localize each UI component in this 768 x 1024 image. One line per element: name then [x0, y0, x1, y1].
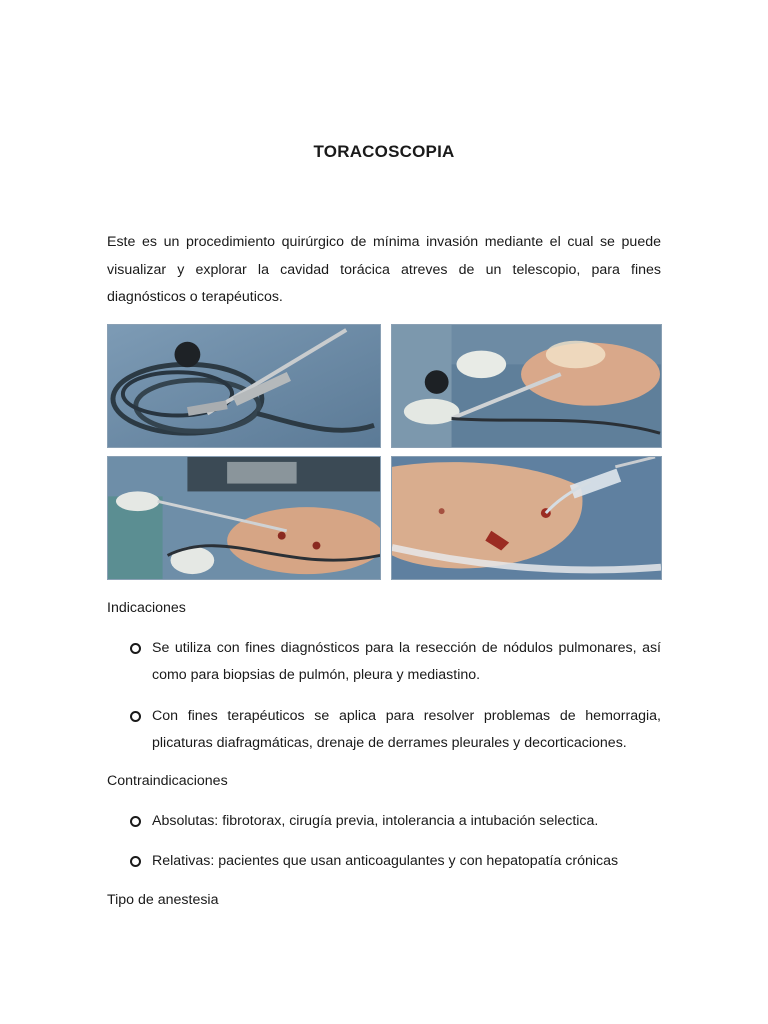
operating-room-procedure-photo	[107, 456, 381, 580]
chest-incision-ports-photo	[391, 456, 662, 580]
circle-bullet-icon	[130, 711, 141, 722]
surgery-instrument-insertion-photo	[391, 324, 662, 448]
list-item	[130, 848, 661, 875]
indicaciones-list	[130, 635, 661, 757]
circle-bullet-icon	[130, 643, 141, 654]
list-item	[130, 808, 661, 835]
list-item	[130, 635, 661, 689]
list-item-text: Absolutas: fibrotorax, cirugía previa, intolerancia a intubación selectica.	[152, 813, 599, 829]
list-item	[130, 703, 661, 757]
section-heading-anestesia: Tipo de anestesia	[107, 892, 219, 908]
list-item-text: Con fines terapéuticos se aplica para resolver problemas de hemorragia, plicaturas diafragmáticas, drenaje de derrames pleurales y decorticaciones.	[152, 708, 661, 751]
list-item-text: Relativas: pacientes que usan anticoagulantes y con hepatopatía crónicas	[152, 853, 619, 869]
circle-bullet-icon	[130, 856, 141, 867]
section-heading-contraindicaciones: Contraindicaciones	[107, 773, 228, 789]
thoracoscope-equipment-photo	[107, 324, 381, 448]
intro-paragraph: Este es un procedimiento quirúrgico de mínima invasión mediante el cual se puede visualizar y explorar la cavidad torácica atreves de un telescopio, para fines diagnósticos o terapéuticos.	[107, 234, 661, 305]
page-title: TORACOSCOPIA	[313, 142, 455, 161]
list-item-text: Se utiliza con fines diagnósticos para la resección de nódulos pulmonares, así como para biopsias de pulmón, pleura y mediastino.	[152, 640, 661, 683]
contraindicaciones-list	[130, 808, 661, 875]
photo-grid	[107, 324, 662, 580]
section-heading-indicaciones: Indicaciones	[107, 600, 186, 616]
circle-bullet-icon	[130, 816, 141, 827]
